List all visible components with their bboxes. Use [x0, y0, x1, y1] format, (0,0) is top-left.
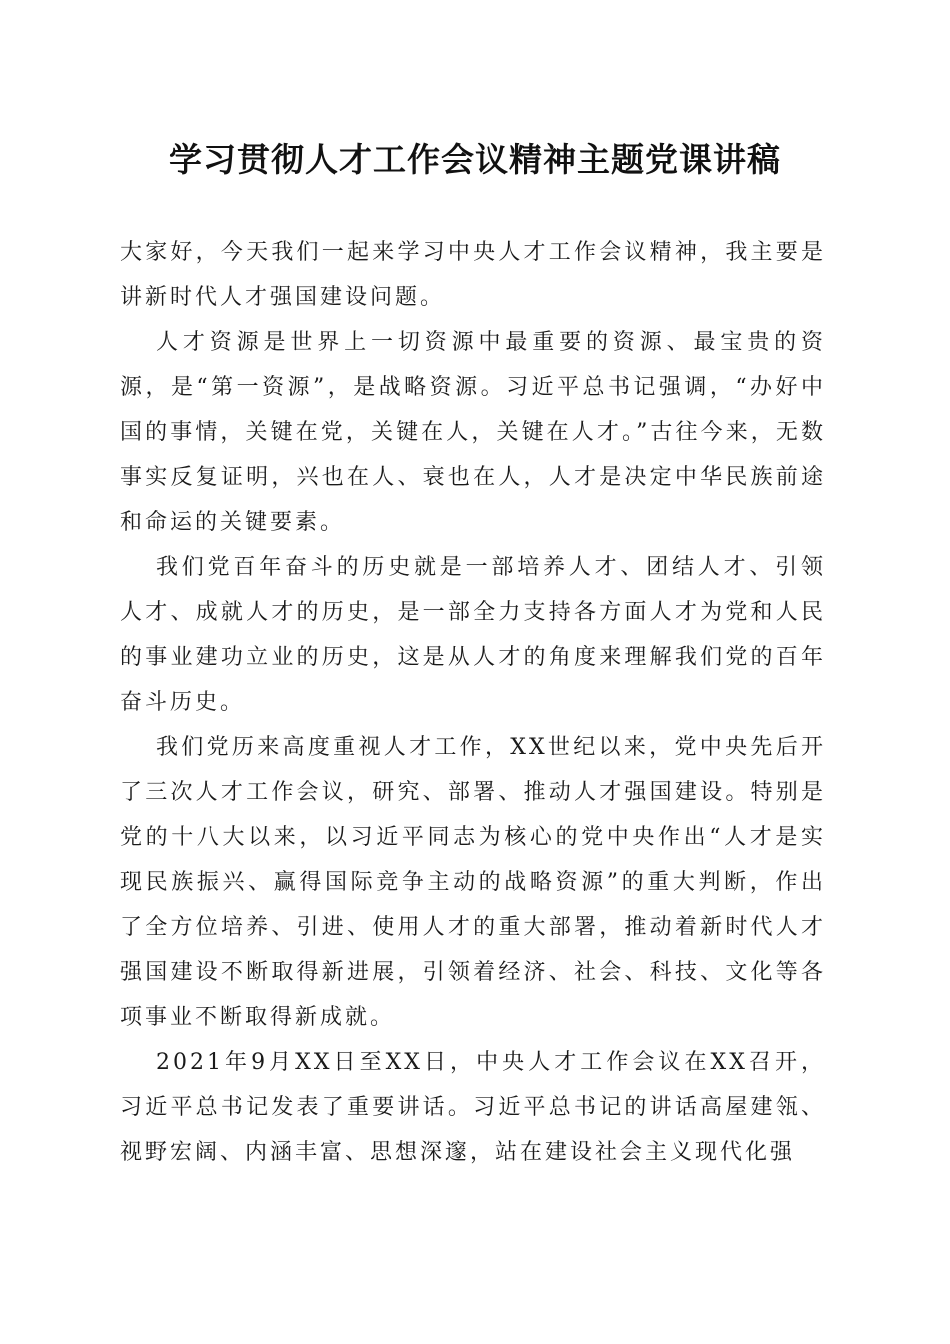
- paragraph-conference: 2021年9月XX日至XX日，中央人才工作会议在XX召开，习近平总书记发表了重要讲话。习近平总书记的讲话高屋建瓴、视野宏阔、内涵丰富、思想深邃，站在建设社会主义现代化强: [120, 1050, 826, 1165]
- paragraph-talent-work: 我们党历来高度重视人才工作，XX世纪以来，党中央先后开了三次人才工作会议，研究、部署、推动人才强国建设。特别是党的十八大以来，以习近平同志为核心的党中央作出“人才是实现民族振兴、赢得国际竞争主动的战略资源”的重大判断，作出了全方位培养、引进、使用人才的重大部署，推动着新时代人才强国建设不断取得新进展，引领着经济、社会、科技、文化等各项事业不断取得新成就。: [120, 735, 826, 1030]
- document-body: [120, 230, 826, 1175]
- paragraph-greeting: 大家好，今天我们一起来学习中央人才工作会议精神，我主要是讲新时代人才强国建设问题。: [120, 240, 826, 310]
- document-title: 学习贯彻人才工作会议精神主题党课讲稿: [169, 140, 781, 179]
- paragraph-talent-resource: 人才资源是世界上一切资源中最重要的资源、最宝贵的资源，是“第一资源”，是战略资源。习近平总书记强调，“办好中国的事情，关键在党，关键在人，关键在人才。”古往今来，无数事实反复证明，兴也在人、衰也在人，人才是决定中华民族前途和命运的关键要素。: [120, 330, 826, 535]
- paragraph-party-history: 我们党百年奋斗的历史就是一部培养人才、团结人才、引领人才、成就人才的历史，是一部全力支持各方面人才为党和人民的事业建功立业的历史，这是从人才的角度来理解我们党的百年奋斗历史。: [120, 555, 826, 715]
